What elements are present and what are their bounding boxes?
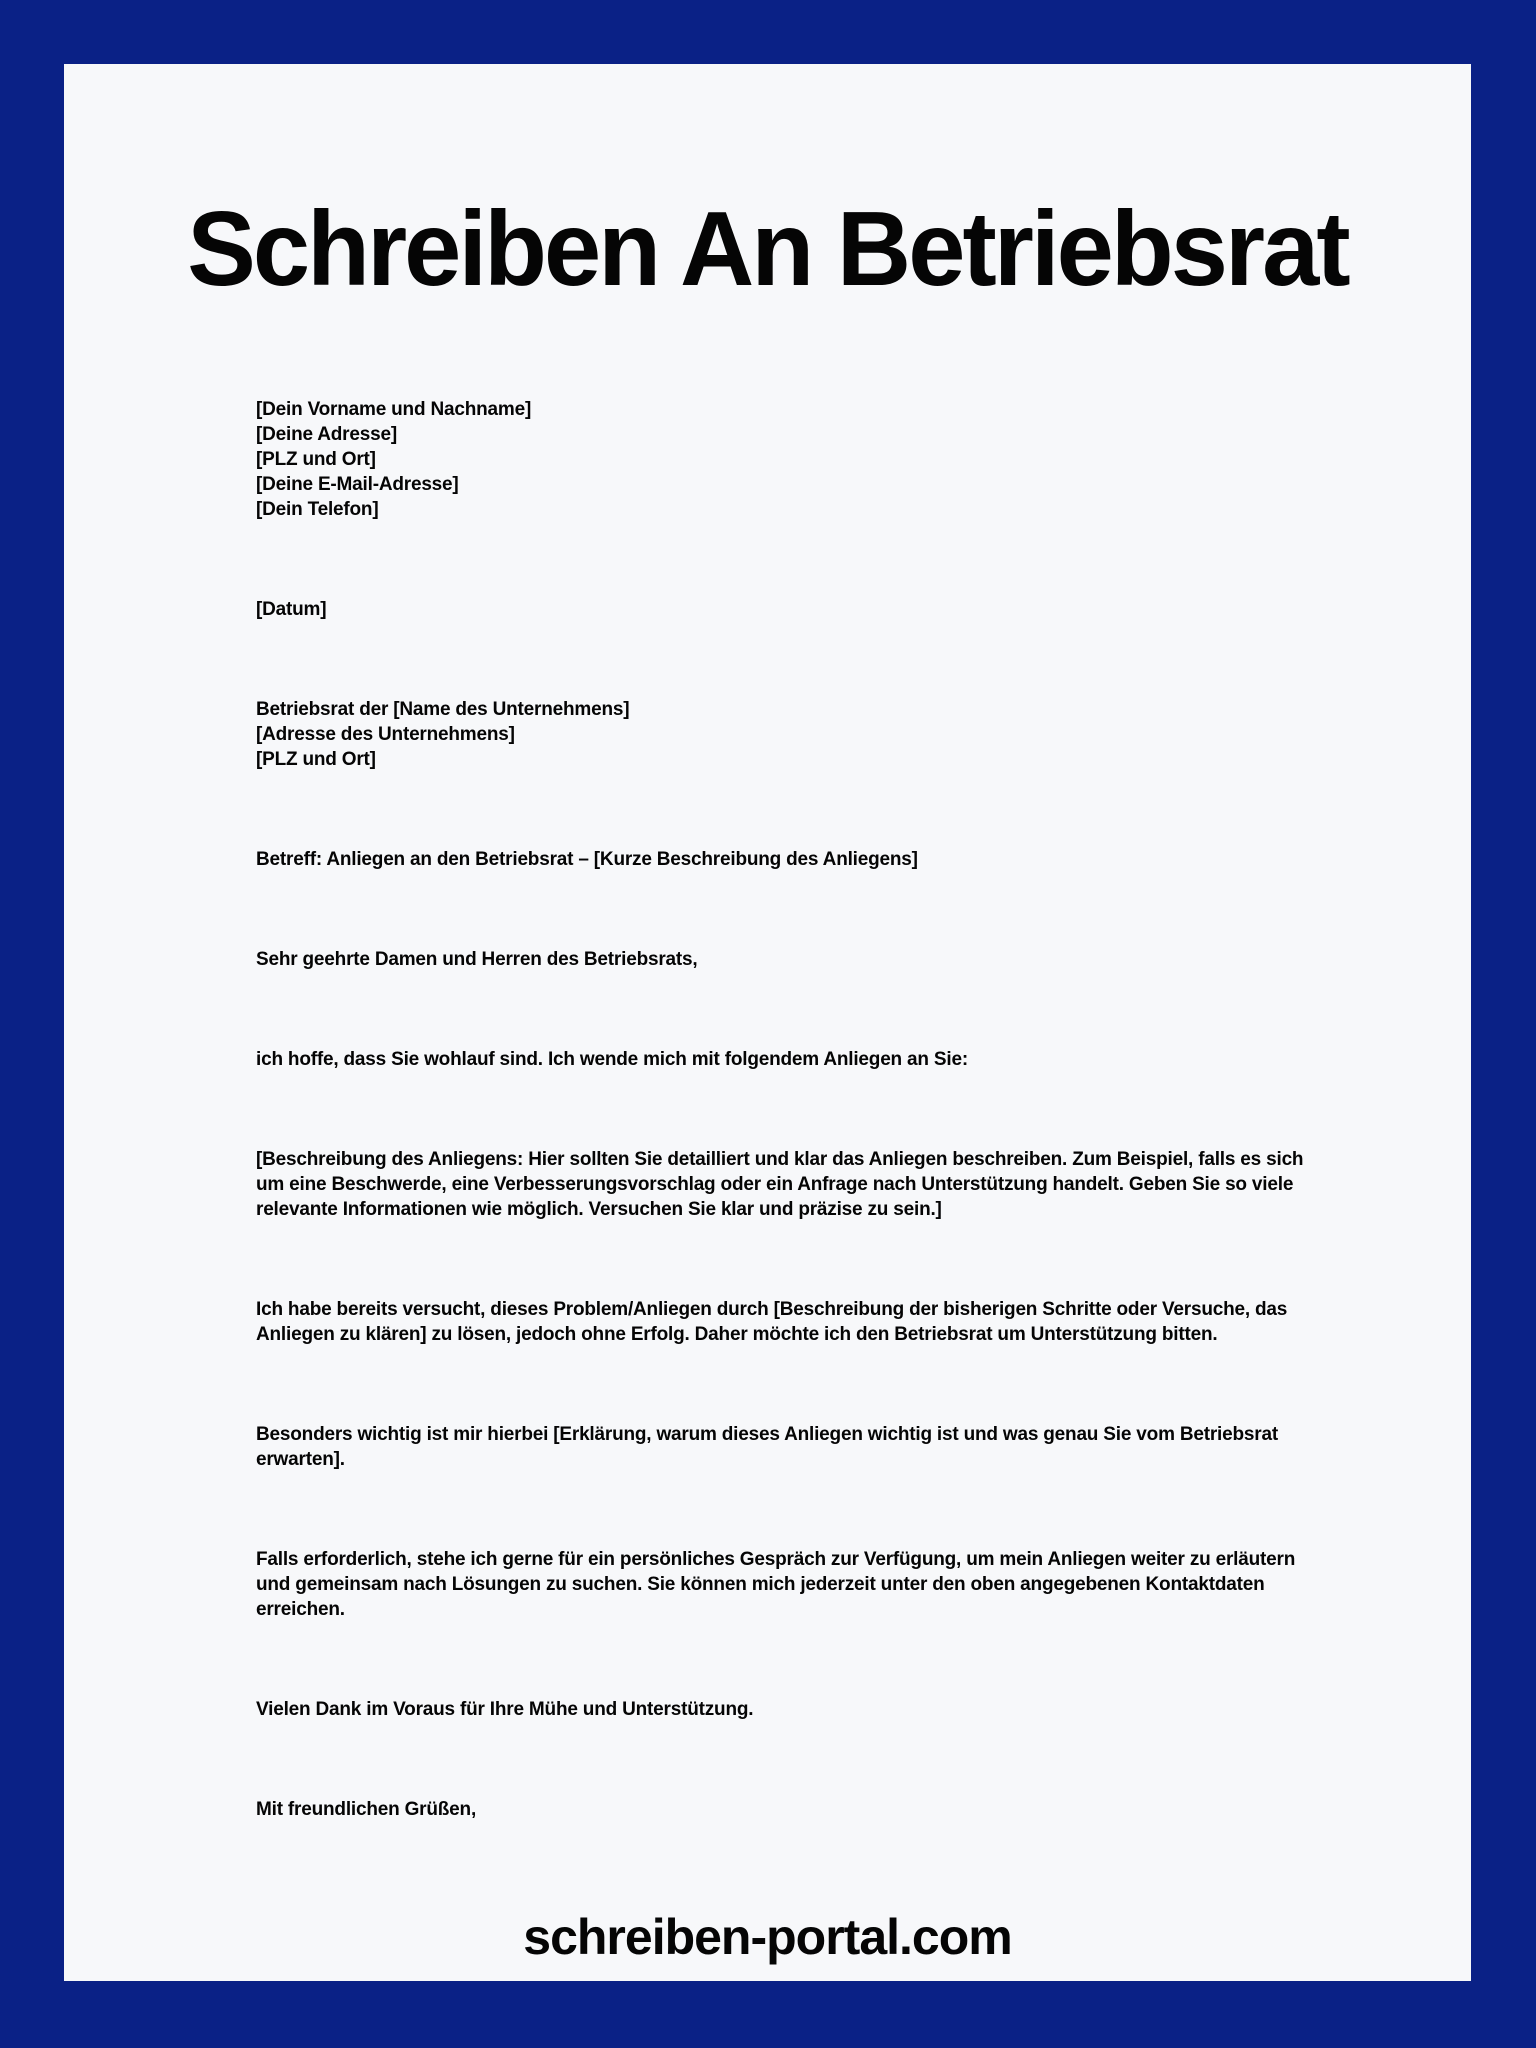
sender-city-line: [PLZ und Ort] [256, 449, 376, 470]
recipient-name-line: Betriebsrat der [Name des Unternehmens] [256, 699, 630, 720]
document-page [64, 64, 1471, 1981]
letter-body [64, 397, 1471, 1822]
date-line: [Datum] [256, 599, 327, 620]
intro-paragraph: ich hoffe, dass Sie wohlauf sind. Ich wende mich mit folgendem Anliegen an Sie: [256, 1049, 968, 1070]
recipient-street-line: [Adresse des Unternehmens] [256, 724, 515, 745]
sender-phone-line: [Dein Telefon] [256, 499, 379, 520]
sender-email-line: [Deine E-Mail-Adresse] [256, 474, 459, 495]
body-paragraph-importance: Besonders wichtig ist mir hierbei [Erklärung, warum dieses Anliegen wichtig ist und was genau Sie vom Betriebsrat erwarten]. [256, 1424, 1278, 1470]
sender-address-block [256, 397, 1321, 522]
thanks-paragraph: Vielen Dank im Voraus für Ihre Mühe und Unterstützung. [256, 1699, 754, 1720]
body-paragraph-description: [Beschreibung des Anliegens: Hier sollten Sie detailliert und klar das Anliegen beschreiben. Zum Beispiel, falls es sich um eine Beschwerde, eine Verbesserungsvorschlag oder ein Anfrage nach Unterstützung handelt. Geben Sie so viele relevante Informationen wie möglich. Versuchen Sie klar und präzise zu sein.] [256, 1149, 1304, 1220]
document-title: Schreiben An Betriebsrat [187, 190, 1348, 308]
body-paragraph-availability: Falls erforderlich, stehe ich gerne für ein persönliches Gespräch zur Verfügung, um mein Anliegen weiter zu erläutern und gemeinsam nach Lösungen zu suchen. Sie können mich jederzeit unter den oben angegebenen Kontaktdaten erreichen. [256, 1549, 1296, 1620]
recipient-city-line: [PLZ und Ort] [256, 749, 376, 770]
recipient-address-block [256, 697, 1321, 772]
subject-line: Betreff: Anliegen an den Betriebsrat – [Kurze Beschreibung des Anliegens] [256, 849, 918, 870]
sender-name-line: [Dein Vorname und Nachname] [256, 399, 532, 420]
site-footer: schreiben-portal.com [523, 1909, 1012, 1965]
body-paragraph-previous-attempts: Ich habe bereits versucht, dieses Problem/Anliegen durch [Beschreibung der bisherigen Schritte oder Versuche, das Anliegen zu klären] zu lösen, jedoch ohne Erfolg. Daher möchte ich den Betriebsrat um Unterstützung bitten. [256, 1299, 1288, 1345]
salutation-line: Sehr geehrte Damen und Herren des Betriebsrats, [256, 949, 698, 970]
closing-line: Mit freundlichen Grüßen, [256, 1799, 477, 1820]
sender-street-line: [Deine Adresse] [256, 424, 397, 445]
